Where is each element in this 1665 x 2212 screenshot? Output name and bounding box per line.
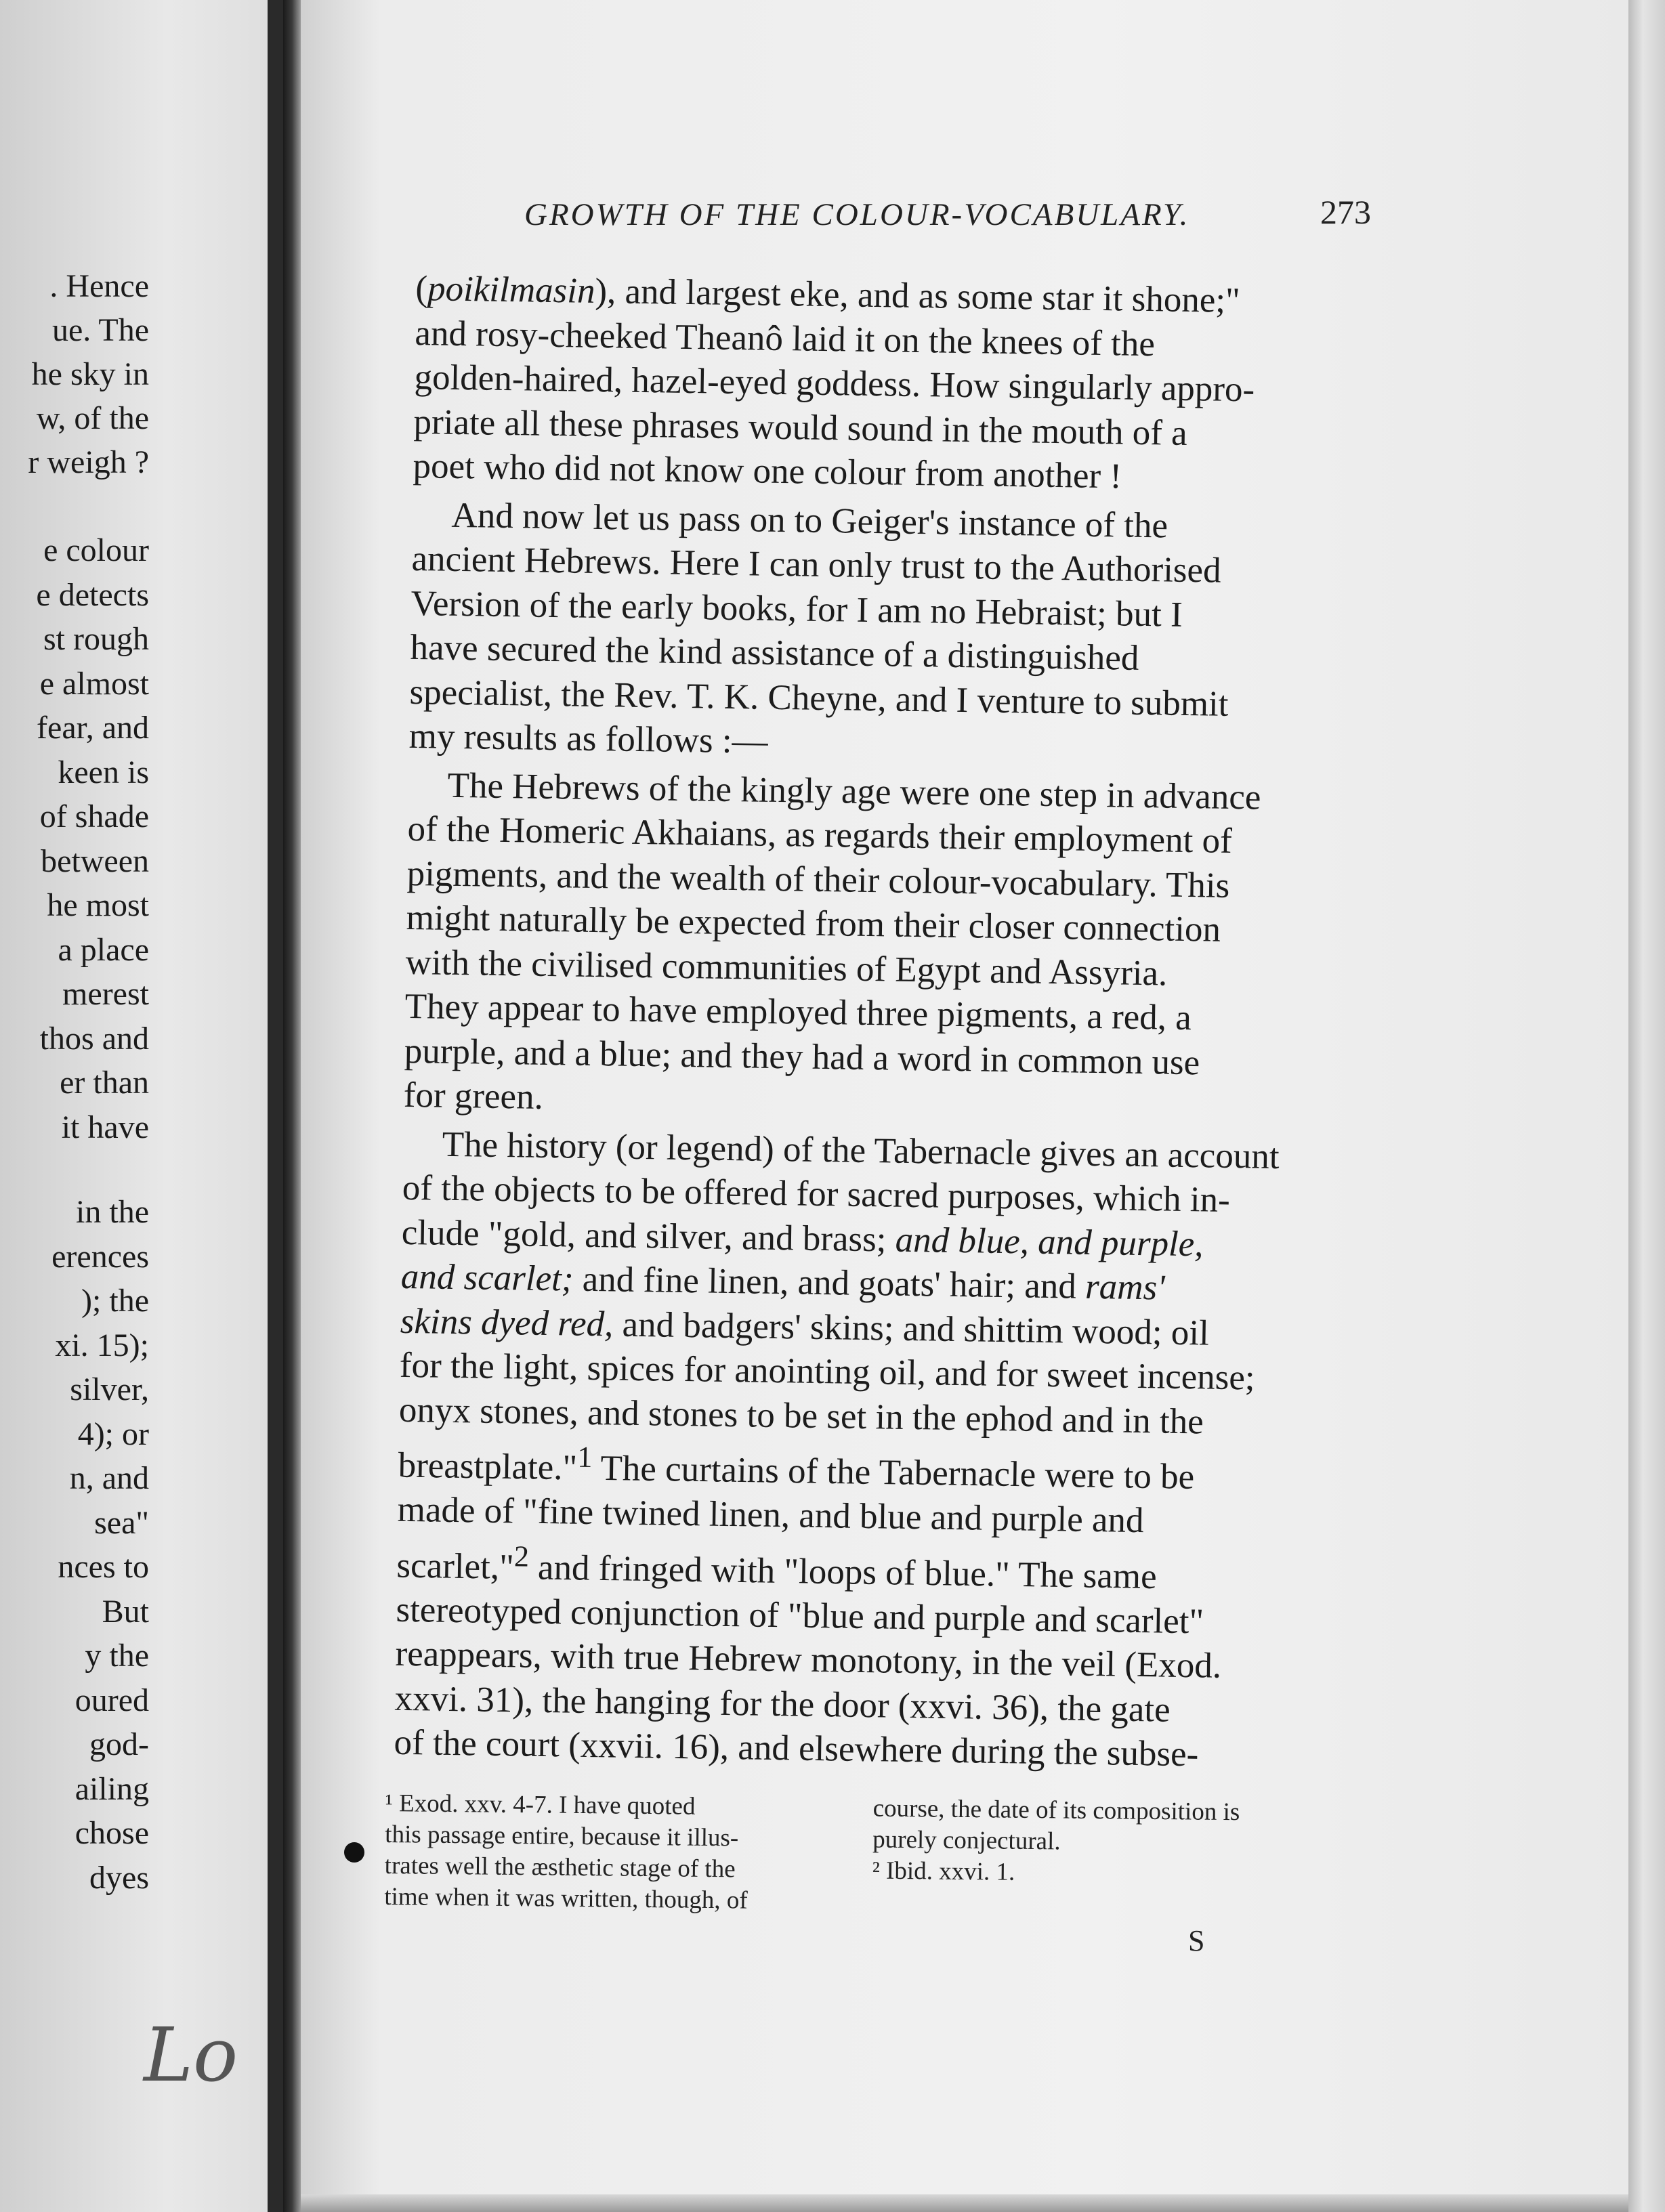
footnote-line: course, the date of its composition is	[872, 1794, 1240, 1827]
footnote-line: ¹ Exod. xxv. 4-7. I have quoted	[385, 1789, 696, 1821]
left-page-fragment: it have	[61, 1109, 149, 1145]
paragraph-1	[413, 267, 1665, 507]
left-page-fragment: in the	[76, 1194, 149, 1230]
left-page-fragment: fear, and	[37, 710, 149, 746]
footnote-line: ² Ibid. xxvi. 1.	[872, 1856, 1015, 1886]
text-line: might naturally be expected from their closer connection	[406, 897, 1221, 950]
paragraph-4	[394, 1122, 1663, 1784]
text-run: and fringed with "loops of blue." The same	[528, 1548, 1158, 1596]
text-run: clude "gold, and silver, and brass;	[401, 1212, 896, 1260]
page-bottom-edge	[301, 2194, 1628, 2212]
footnote-line: this passage entire, because it illus-	[385, 1820, 739, 1852]
footnote-line: time when it was written, though, of	[384, 1882, 748, 1915]
text-line: my results as follows :—	[408, 716, 769, 761]
greek-term: poikilmasin	[427, 269, 595, 311]
text-line: xxvi. 31), the hanging for the door (xxvi. 36), the gate	[394, 1678, 1171, 1730]
left-page-fragment: a place	[58, 931, 149, 968]
left-page-fragment: god-	[89, 1726, 149, 1762]
text-line: poet who did not know one colour from another !	[413, 446, 1122, 496]
left-page-fragment: dyes	[89, 1859, 149, 1896]
left-page-fragment: y the	[85, 1638, 149, 1674]
left-page-fragment: chose	[75, 1815, 149, 1851]
text-line: And now let us pass on to Geiger's instance of the	[451, 495, 1168, 546]
text-line: priate all these phrases would sound in the mouth of a	[413, 402, 1188, 453]
text-line: They appear to have employed three pigments, a red, a	[404, 986, 1192, 1038]
left-page-fragment: keen is	[58, 754, 149, 790]
text-line: of the court (xxvii. 16), and elsewhere during the subse-	[394, 1723, 1199, 1774]
left-page-fragment: st rough	[43, 621, 149, 657]
paragraph-3	[403, 763, 1665, 1136]
text-run: scarlet,"	[396, 1546, 515, 1587]
footnote-marker[interactable]: 1	[577, 1440, 593, 1474]
left-page-fragment: between	[41, 843, 149, 879]
left-page-fragment: oured	[75, 1682, 149, 1718]
italic-run: and blue, and purple,	[895, 1220, 1204, 1264]
page-binding-edge	[283, 0, 301, 2212]
text-line: pigments, and the wealth of their colour-vocabulary. This	[406, 853, 1230, 906]
left-page-fragment: . Hence	[49, 268, 149, 304]
page-right-edge	[1628, 0, 1665, 2212]
text-line: for the light, spices for anointing oil, and for sweet incense;	[399, 1345, 1256, 1398]
left-page-fragment: w, of the	[36, 400, 149, 436]
footnote-line: purely conjectural.	[872, 1825, 1061, 1856]
text-line: purple, and a blue; and they had a word in common use	[404, 1031, 1200, 1082]
italic-run: and scarlet;	[400, 1256, 574, 1299]
running-title: GROWTH OF THE COLOUR-VOCABULARY.	[524, 197, 1190, 232]
previous-page	[0, 0, 278, 2212]
text-line: specialist, the Rev. T. K. Cheyne, and I venture to submit	[409, 672, 1229, 724]
text-line: and rosy-cheeked Theanô laid it on the knees of the	[415, 313, 1156, 364]
body-text	[394, 267, 1665, 1788]
footnote-column-left	[384, 1788, 749, 1917]
text-line: (poikilmasin), and largest eke, and as some star it shone;"	[415, 268, 1241, 321]
signature-mark: S	[1188, 1924, 1205, 1957]
paragraph-2	[408, 492, 1665, 778]
text-line: The history (or legend) of the Tabernacle gives an account	[442, 1124, 1280, 1176]
italic-run: skins dyed red,	[400, 1301, 614, 1344]
left-page-fragment: nces to	[58, 1549, 149, 1585]
italic-run: rams'	[1084, 1267, 1165, 1308]
left-page-fragment: he sky in	[31, 356, 149, 392]
left-page-fragment: r weigh ?	[28, 444, 149, 480]
text-line: The Hebrews of the kingly age were one step in advance	[447, 765, 1261, 817]
text-line: onyx stones, and stones to be set in the ephod and in the	[398, 1390, 1204, 1441]
book-page	[301, 0, 1628, 2212]
left-page-fragment: ); the	[81, 1283, 149, 1319]
text-line: Version of the early books, for I am no Hebraist; but I	[410, 583, 1183, 635]
left-page-fragment: he most	[47, 887, 149, 923]
left-page-fragment: erences	[51, 1238, 149, 1275]
text-line: made of "fine twined linen, and blue and purple and	[397, 1489, 1144, 1541]
left-page-fragment: 4); or	[77, 1416, 149, 1452]
text-line: ancient Hebrews. Here I can only trust to the Authorised	[411, 538, 1221, 591]
text-run: breastplate."	[398, 1445, 578, 1488]
text-line: of the objects to be offered for sacred purposes, which in-	[402, 1168, 1231, 1220]
left-page-fragment: er than	[60, 1065, 149, 1101]
text-line: of the Homeric Akhaians, as regards their employment of	[407, 809, 1233, 861]
left-page-fragment: merest	[62, 976, 149, 1012]
left-page-fragment: ue. The	[51, 312, 149, 348]
left-page-fragment: e almost	[39, 665, 149, 702]
left-page-fragment: xi. 15);	[55, 1327, 149, 1363]
left-page-fragment: sea"	[94, 1504, 149, 1541]
left-page-fragment: e detects	[36, 576, 149, 613]
left-page-fragment: ailing	[75, 1770, 149, 1807]
footnote-column-right	[872, 1793, 1240, 1891]
text-run: and badgers' skins; and shittim wood; oil	[612, 1304, 1210, 1353]
text-line: for green.	[403, 1075, 544, 1117]
left-page-fragment: thos and	[39, 1020, 149, 1057]
left-page-fragment: e colour	[43, 532, 149, 568]
left-page-fragment: n, and	[69, 1460, 149, 1496]
left-page-fragment: of shade	[39, 799, 149, 834]
text-line: reappears, with true Hebrew monotony, in the veil (Exod.	[395, 1634, 1222, 1686]
text-line: stereotyped conjunction of "blue and purple and scarlet"	[396, 1590, 1204, 1642]
text-line: golden-haired, hazel-eyed goddess. How singularly appro-	[414, 357, 1255, 410]
margin-scribble: Lo	[144, 2012, 238, 2098]
left-page-fragment: But	[102, 1593, 149, 1630]
page-number: 273	[1320, 193, 1371, 231]
footnote-marker[interactable]: 2	[513, 1539, 530, 1573]
text-line: with the civilised communities of Egypt and Assyria.	[405, 942, 1168, 994]
text-run: and fine linen, and goats' hair; and	[573, 1259, 1086, 1306]
text-line: have secured the kind assistance of a distinguished	[410, 627, 1139, 678]
footnotes	[384, 1788, 1347, 1915]
ink-blot	[344, 1842, 364, 1863]
footnote-line: trates well the æsthetic stage of the	[384, 1851, 736, 1884]
left-page-fragment: silver,	[70, 1371, 149, 1407]
text-run: The curtains of the Tabernacle were to be	[591, 1448, 1195, 1497]
